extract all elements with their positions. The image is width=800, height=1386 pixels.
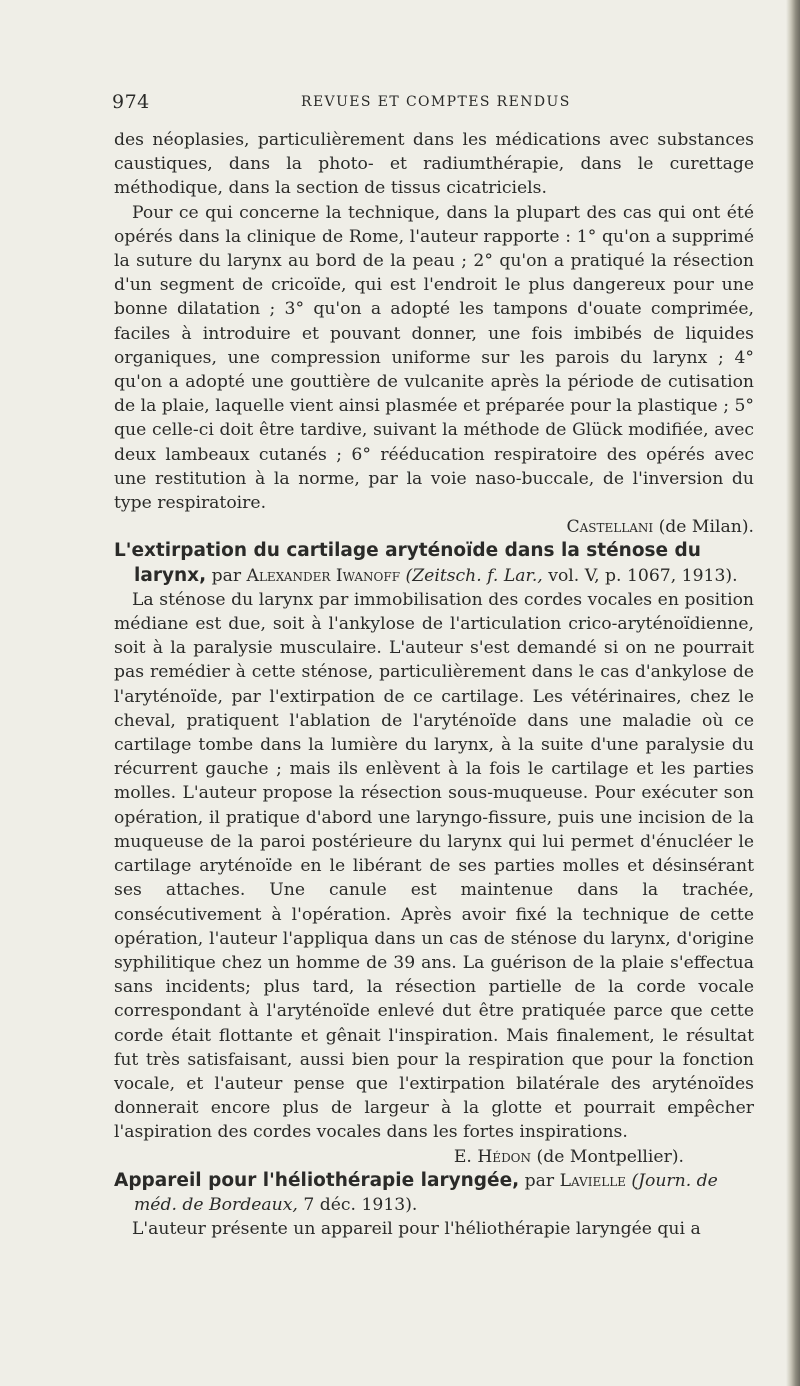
article-title: L'extirpation du cartilage aryténoïde dans la sténose du larynx, (114, 540, 701, 586)
article-journal: (Zeitsch. f. Lar., (405, 565, 543, 586)
article-heading-extirpation (114, 539, 754, 587)
page-number: 974 (112, 91, 150, 113)
signature-name: E. Hédon (453, 1146, 532, 1167)
signature-place: (de Milan). (658, 517, 754, 538)
page-header (112, 91, 752, 113)
signature-hedon (114, 1145, 754, 1169)
article-author: Lavielle (559, 1170, 626, 1191)
article-journal: (Journ. de méd. de Bordeaux, (134, 1170, 718, 1215)
article-author: Alexander Iwanoff (246, 565, 401, 586)
running-title: REVUES ET COMPTES RENDUS (301, 94, 571, 110)
article-by: par (524, 1170, 555, 1191)
signature-name: Castellani (566, 517, 654, 538)
article-reference: 7 déc. 1913). (303, 1194, 418, 1215)
article-heading-appareil (114, 1169, 754, 1217)
signature-castellani (114, 515, 754, 539)
article-by: par (211, 565, 242, 586)
signature-place: (de Montpellier). (536, 1146, 684, 1167)
article-title: Appareil pour l'héliothérapie laryngée, (114, 1169, 520, 1191)
article-reference: vol. V, p. 1067, 1913). (548, 565, 738, 586)
extirpation-paragraph: La sténose du larynx par immobilisation des cordes vocales en position médiane est due, soit à l'ankylose de l'articulation crico-aryténoïdienne, soit à la paralysie musculaire. L'auteur s'est demandé si on ne pourrait pas remédier à cette sténose, particulièrement dans le cas d'ankylose de l'aryténoïde, par l'extirpation de ce cartilage. Les vétérinaires, chez le cheval, pratiquent l'ablation de l'aryténoïde dans une maladie où ce cartilage tombe dans la lumière du larynx, à la suite d'une paralysie du récurrent gauche ; mais ils enlèvent à la fois le cartilage et les parties molles. L'auteur propose la résection sous-muqueuse. Pour exécuter son opération, il pratique d'abord une laryngo-fissure, puis une incision de la muqueuse de la paroi postérieure du larynx qui lui permet d'énucléer le cartilage aryténoïde en le libérant de ses parties molles et désinsérant ses attaches. Une canule est maintenue dans la trachée, consécutivement à l'opération. Après avoir fixé la technique de cette opération, l'auteur l'appliqua dans un cas de sténose du larynx, d'origine syphilitique chez un homme de 39 ans. La guérison de la plaie s'effectua sans incidents; plus tard, la résection partielle de la corde vocale correspondant à l'aryténoïde enlevé dut être pratiquée parce que cette corde était flottante et gênait l'inspiration. Mais finalement, le résultat fut très satisfaisant, aussi bien pour la respiration que pour la fonction vocale, et l'auteur pense que l'extirpation bilatérale des aryténoïdes donnerait encore plus de largeur à la glotte et pourrait empêcher l'aspiration des cordes vocales dans les fortes inspirations. (114, 589, 754, 1143)
page-edge-shadow (786, 0, 800, 1386)
continued-paragraph: des néoplasies, particulièrement dans les médications avec substances caustiques, dans la photo- et radiumthérapie, dans le curettage méthodique, dans la section de tissus cicatriciels. (114, 130, 754, 199)
technique-paragraph: Pour ce qui concerne la technique, dans la plupart des cas qui ont été opérés dans la clinique de Rome, l'auteur rapporte : 1° qu'on a supprimé la suture du larynx au bord de la peau ; 2° qu'on a pratiqué la résection d'un segment de cricoïde, qui est l'endroit le plus dangereux pour une bonne dilatation ; 3° qu'on a adopté les tampons d'ouate comprimée, faciles à introduire et pouvant donner, une fois imbibés de liquides organiques, une compression uniforme sur les parois du larynx ; 4° qu'on a adopté une gouttière de vulcanite après la période de cutisation de la plaie, laquelle vient ainsi plasmée et préparée pour la plastique ; 5° que celle-ci doit être tardive, suivant la méthode de Glück modifiée, avec deux lambeaux cutanés ; 6° rééducation respiratoire des opérés avec une restitution à la norme, par la voie naso-buccale, de l'inversion du type respiratoire. (114, 202, 754, 514)
page-body (114, 128, 754, 1241)
appareil-paragraph: L'auteur présente un appareil pour l'héliothérapie laryngée qui a (132, 1219, 701, 1240)
